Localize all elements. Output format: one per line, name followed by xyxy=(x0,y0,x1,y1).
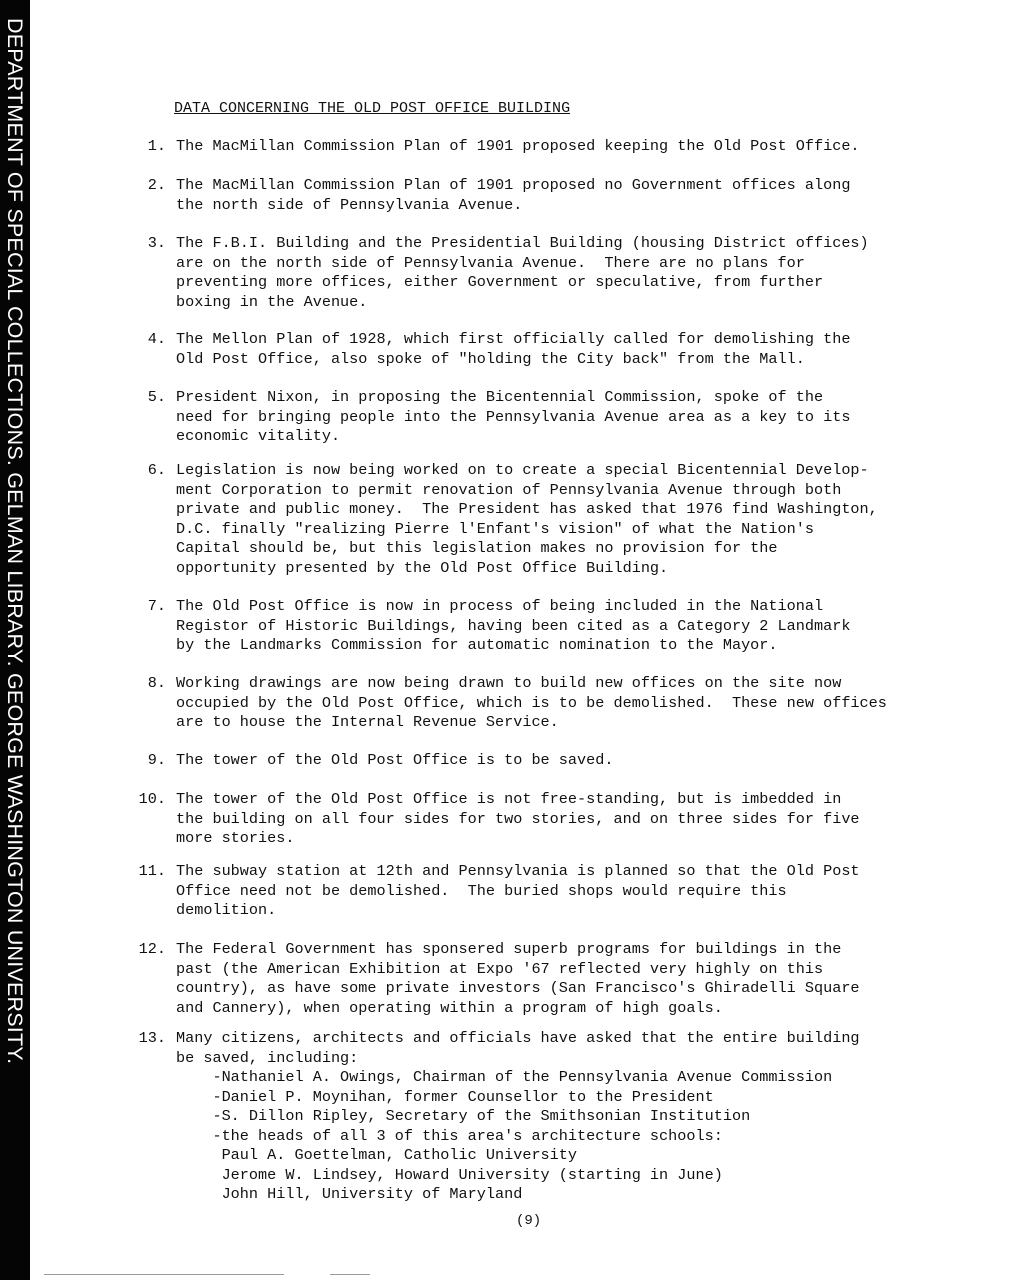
item-line: need for bringing people into the Pennsylvania Avenue area as a key to its xyxy=(176,407,851,426)
item-line: Capital should be, but this legislation makes no provision for the xyxy=(176,539,778,557)
item-text xyxy=(176,862,946,921)
item-line: and Cannery), when operating within a program of high goals. xyxy=(176,998,723,1017)
item-line: preventing more offices, either Government or speculative, from further xyxy=(176,273,824,291)
item-line: -Daniel P. Moynihan, former Counsellor to the President xyxy=(176,1087,714,1106)
item-line: the north side of Pennsylvania Avenue. xyxy=(176,195,523,214)
item-line: are on the north side of Pennsylvania Avenue. There are no plans for xyxy=(176,253,805,272)
scan-artifact-line xyxy=(44,1274,284,1275)
item-text xyxy=(176,790,946,849)
item-line: Many citizens, architects and officials have asked that the entire building xyxy=(176,1029,860,1047)
item-line: occupied by the Old Post Office, which is to be demolished. These new offices xyxy=(176,693,887,712)
item-text xyxy=(176,597,946,656)
item-text xyxy=(176,1029,946,1205)
item-number: 7. xyxy=(147,597,166,615)
item-number: 3. xyxy=(147,234,166,252)
item-line: country), as have some private investors (San Francisco's Ghiradelli Square xyxy=(176,979,860,997)
item-number: 11. xyxy=(138,862,166,880)
item-line: the building on all four sides for two stories, and on three sides for five xyxy=(176,809,860,828)
item-line: The F.B.I. Building and the Presidential Building (housing District offices) xyxy=(176,234,869,252)
item-number: 5. xyxy=(147,388,166,406)
item-line: more stories. xyxy=(176,829,295,847)
item-line: Old Post Office, also spoke of "holding the City back" from the Mall. xyxy=(176,349,805,368)
item-line: -the heads of all 3 of this area's architecture schools: xyxy=(176,1126,723,1145)
item-text xyxy=(176,137,946,157)
item-line: economic vitality. xyxy=(176,427,341,445)
item-text xyxy=(176,330,946,369)
item-text xyxy=(176,234,946,312)
item-text xyxy=(176,388,946,447)
item-line: The Federal Government has sponsered superb programs for buildings in the xyxy=(176,940,842,958)
item-number: 13. xyxy=(138,1029,166,1047)
item-text xyxy=(176,940,946,1018)
item-line: be saved, including: xyxy=(176,1048,359,1067)
item-line: private and public money. The President has asked that 1976 find Washington, xyxy=(176,500,878,518)
document-title: DATA CONCERNING THE OLD POST OFFICE BUILDING xyxy=(174,100,571,117)
item-number: 2. xyxy=(147,176,166,194)
archive-label-text: DEPARTMENT OF SPECIAL COLLECTIONS. GELMAN LIBRARY. GEORGE WASHINGTON UNIVERSITY. xyxy=(3,18,27,1065)
item-line: The tower of the Old Post Office is not free-standing, but is imbedded in xyxy=(176,790,842,808)
item-line: The tower of the Old Post Office is to be saved. xyxy=(176,751,614,769)
item-number: 4. xyxy=(147,330,166,348)
item-number: 10. xyxy=(138,790,166,808)
item-line: Office need not be demolished. The buried shops would require this xyxy=(176,881,787,900)
item-number: 6. xyxy=(147,461,166,479)
item-line: The MacMillan Commission Plan of 1901 proposed keeping the Old Post Office. xyxy=(176,137,860,155)
item-line: Legislation is now being worked on to create a special Bicentennial Develop- xyxy=(176,461,869,479)
item-line: are to house the Internal Revenue Service. xyxy=(176,713,559,731)
document-page xyxy=(30,0,1017,1280)
item-line: demolition. xyxy=(176,901,277,919)
item-line: boxing in the Avenue. xyxy=(176,292,368,311)
item-line: The subway station at 12th and Pennsylvania is planned so that the Old Post xyxy=(176,862,860,880)
item-text xyxy=(176,176,946,215)
item-text xyxy=(176,674,946,733)
item-line: by the Landmarks Commission for automatic nomination to the Mayor. xyxy=(176,636,778,654)
item-line: -Nathaniel A. Owings, Chairman of the Pennsylvania Avenue Commission xyxy=(176,1068,833,1086)
item-line: John Hill, University of Maryland xyxy=(176,1185,523,1203)
item-line: Paul A. Goettelman, Catholic University xyxy=(176,1146,578,1164)
item-line: past (the American Exhibition at Expo '67 reflected very highly on this xyxy=(176,959,824,978)
item-line: -S. Dillon Ripley, Secretary of the Smithsonian Institution xyxy=(176,1107,751,1125)
item-text xyxy=(176,461,946,578)
item-number: 8. xyxy=(147,674,166,692)
item-number: 12. xyxy=(138,940,166,958)
item-line: Working drawings are now being drawn to build new offices on the site now xyxy=(176,674,842,692)
item-line: Registor of Historic Buildings, having been cited as a Category 2 Landmark xyxy=(176,616,851,635)
item-line: opportunity presented by the Old Post Office Building. xyxy=(176,558,669,577)
item-line: ment Corporation to permit renovation of Pennsylvania Avenue through both xyxy=(176,480,842,499)
item-text xyxy=(176,751,946,771)
item-number: 9. xyxy=(147,751,166,769)
item-line: The Mellon Plan of 1928, which first officially called for demolishing the xyxy=(176,330,851,348)
item-line: The Old Post Office is now in process of being included in the National xyxy=(176,597,824,615)
page-number: (9) xyxy=(516,1213,542,1229)
item-number: 1. xyxy=(147,137,166,155)
scan-artifact-line xyxy=(330,1274,370,1275)
item-line: President Nixon, in proposing the Bicentennial Commission, spoke of the xyxy=(176,388,824,406)
item-line: D.C. finally "realizing Pierre l'Enfant's vision" of what the Nation's xyxy=(176,519,814,538)
item-line: The MacMillan Commission Plan of 1901 proposed no Government offices along xyxy=(176,176,851,194)
item-line: Jerome W. Lindsey, Howard University (starting in June) xyxy=(176,1165,723,1184)
